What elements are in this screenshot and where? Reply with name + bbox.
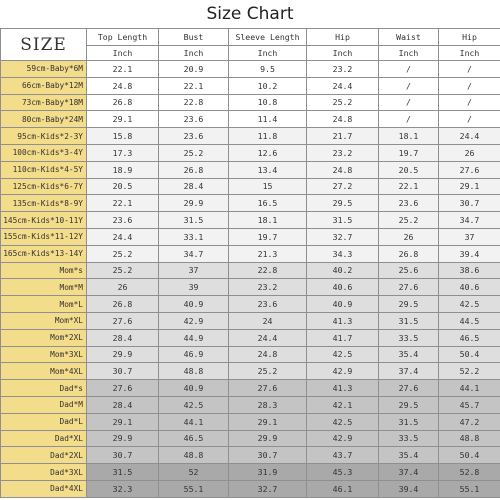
measurement-cell: 11.4 (229, 111, 307, 128)
measurement-cell: 25.2 (159, 144, 229, 161)
measurement-cell: / (439, 77, 500, 94)
measurement-cell: 37 (159, 262, 229, 279)
measurement-cell: 41.3 (307, 312, 379, 329)
measurement-cell: 52.2 (439, 363, 500, 380)
measurement-cell: 29.5 (379, 396, 439, 413)
table-row (1, 413, 500, 430)
measurement-cell: 23.2 (307, 61, 379, 78)
measurement-cell: 44.9 (159, 329, 229, 346)
measurement-cell: 22.1 (87, 61, 159, 78)
measurement-cell: 31.5 (307, 212, 379, 229)
measurement-cell: 26.8 (87, 296, 159, 313)
table-row (1, 380, 500, 397)
measurement-cell: 29.5 (379, 296, 439, 313)
measurement-cell: 25.2 (379, 212, 439, 229)
measurement-cell: 31.9 (229, 464, 307, 481)
table-row (1, 144, 500, 161)
column-header-hip: Hip (307, 29, 379, 46)
measurement-cell: 42.5 (307, 413, 379, 430)
measurement-cell: 30.7 (229, 447, 307, 464)
measurement-cell: 20.5 (379, 161, 439, 178)
measurement-cell: 40.9 (307, 296, 379, 313)
measurement-cell: 29.5 (307, 195, 379, 212)
measurement-cell: 52.8 (439, 464, 500, 481)
measurement-cell: 29.1 (229, 413, 307, 430)
measurement-cell: 44.5 (439, 312, 500, 329)
measurement-cell: 24.4 (87, 228, 159, 245)
unit-label: Inch (159, 46, 229, 61)
measurement-cell: 20.5 (87, 178, 159, 195)
table-row (1, 464, 500, 481)
measurement-cell: 31.5 (379, 312, 439, 329)
size-label: 66cm-Baby*12M (1, 77, 87, 94)
measurement-cell: 26.8 (379, 245, 439, 262)
table-row (1, 396, 500, 413)
column-header-top-length: Top Length (87, 29, 159, 46)
measurement-cell: 23.2 (229, 279, 307, 296)
measurement-cell: 48.8 (439, 430, 500, 447)
measurement-cell: 46.5 (159, 430, 229, 447)
measurement-cell: 44.1 (439, 380, 500, 397)
measurement-cell: 40.6 (307, 279, 379, 296)
table-row (1, 111, 500, 128)
measurement-cell: 20.9 (159, 61, 229, 78)
unit-label: Inch (307, 46, 379, 61)
measurement-cell: 22.1 (159, 77, 229, 94)
measurement-cell: 24.8 (87, 77, 159, 94)
measurement-cell: 18.1 (229, 212, 307, 229)
measurement-cell: 30.7 (87, 447, 159, 464)
measurement-cell: 32.3 (87, 480, 159, 497)
measurement-cell: 31.5 (379, 413, 439, 430)
measurement-cell: 25.2 (87, 245, 159, 262)
size-label: Mom*2XL (1, 329, 87, 346)
measurement-cell: 41.3 (307, 380, 379, 397)
measurement-cell: 13.4 (229, 161, 307, 178)
measurement-cell: 30.7 (87, 363, 159, 380)
size-label: Mom*4XL (1, 363, 87, 380)
size-label: Mom*3XL (1, 346, 87, 363)
measurement-cell: 24.4 (439, 128, 500, 145)
measurement-cell: 24 (229, 312, 307, 329)
measurement-cell: 26 (379, 228, 439, 245)
size-label: Dad*s (1, 380, 87, 397)
measurement-cell: 29.1 (87, 413, 159, 430)
measurement-cell: 27.6 (439, 161, 500, 178)
measurement-cell: 42.5 (439, 296, 500, 313)
column-header-hip-2: Hip (439, 29, 500, 46)
measurement-cell: 27.6 (379, 279, 439, 296)
measurement-cell: 27.6 (229, 380, 307, 397)
measurement-cell: / (379, 94, 439, 111)
measurement-cell: 28.3 (229, 396, 307, 413)
size-label: Dad*XL (1, 430, 87, 447)
unit-label: Inch (439, 46, 500, 61)
measurement-cell: 22.1 (379, 178, 439, 195)
measurement-cell: 35.4 (379, 447, 439, 464)
measurement-cell: 26.8 (159, 161, 229, 178)
measurement-cell: 45.3 (307, 464, 379, 481)
measurement-cell: 23.6 (159, 128, 229, 145)
measurement-cell: 32.7 (307, 228, 379, 245)
measurement-cell: 48.8 (159, 363, 229, 380)
measurement-cell: 21.3 (229, 245, 307, 262)
size-label: 59cm-Baby*6M (1, 61, 87, 78)
measurement-cell: / (379, 61, 439, 78)
measurement-cell: 23.6 (87, 212, 159, 229)
measurement-cell: 42.9 (159, 312, 229, 329)
measurement-cell: / (439, 111, 500, 128)
measurement-cell: 42.1 (307, 396, 379, 413)
measurement-cell: 45.7 (439, 396, 500, 413)
measurement-cell: 18.1 (379, 128, 439, 145)
unit-label: Inch (87, 46, 159, 61)
measurement-cell: 15 (229, 178, 307, 195)
table-row (1, 212, 500, 229)
unit-label: Inch (229, 46, 307, 61)
measurement-cell: 27.2 (307, 178, 379, 195)
measurement-cell: 24.8 (229, 346, 307, 363)
measurement-cell: / (379, 111, 439, 128)
measurement-cell: 33.1 (159, 228, 229, 245)
measurement-cell: / (439, 94, 500, 111)
measurement-cell: 40.9 (159, 380, 229, 397)
measurement-cell: 55.1 (439, 480, 500, 497)
size-header: SIZE (1, 29, 87, 61)
measurement-cell: 28.4 (87, 329, 159, 346)
table-row (1, 228, 500, 245)
size-label: 135cm-Kids*8-9Y (1, 195, 87, 212)
measurement-cell: 22.1 (87, 195, 159, 212)
size-label: 110cm-Kids*4-5Y (1, 161, 87, 178)
size-label: 145cm-Kids*10-11Y (1, 212, 87, 229)
measurement-cell: 27.6 (87, 380, 159, 397)
table-row (1, 161, 500, 178)
measurement-cell: 39.4 (379, 480, 439, 497)
measurement-cell: 34.7 (439, 212, 500, 229)
measurement-cell: 44.1 (159, 413, 229, 430)
measurement-cell: 33.5 (379, 430, 439, 447)
size-label: Dad*3XL (1, 464, 87, 481)
table-row (1, 329, 500, 346)
measurement-cell: 30.7 (439, 195, 500, 212)
measurement-cell: 52 (159, 464, 229, 481)
measurement-cell: 37 (439, 228, 500, 245)
size-label: Mom*L (1, 296, 87, 313)
measurement-cell: 34.3 (307, 245, 379, 262)
measurement-cell: 43.7 (307, 447, 379, 464)
measurement-cell: 25.2 (87, 262, 159, 279)
measurement-cell: 24.4 (307, 77, 379, 94)
measurement-cell: 31.5 (87, 464, 159, 481)
measurement-cell: 50.4 (439, 447, 500, 464)
measurement-cell: 17.3 (87, 144, 159, 161)
size-label: 80cm-Baby*24M (1, 111, 87, 128)
measurement-cell: 11.8 (229, 128, 307, 145)
measurement-cell: 35.4 (379, 346, 439, 363)
measurement-cell: 22.8 (159, 94, 229, 111)
measurement-cell: 29.1 (87, 111, 159, 128)
table-row (1, 279, 500, 296)
measurement-cell: 10.8 (229, 94, 307, 111)
measurement-cell: 42.9 (307, 430, 379, 447)
measurement-cell: / (379, 77, 439, 94)
table-row (1, 346, 500, 363)
unit-label: Inch (379, 46, 439, 61)
measurement-cell: 29.9 (229, 430, 307, 447)
measurement-cell: 37.4 (379, 363, 439, 380)
measurement-cell: 32.7 (229, 480, 307, 497)
measurement-cell: 24.8 (307, 161, 379, 178)
size-label: Mom*s (1, 262, 87, 279)
measurement-cell: 27.6 (87, 312, 159, 329)
measurement-cell: 55.1 (159, 480, 229, 497)
table-row (1, 61, 500, 78)
measurement-cell: 29.1 (439, 178, 500, 195)
measurement-cell: 26 (87, 279, 159, 296)
table-row (1, 128, 500, 145)
size-label: 165cm-Kids*13-14Y (1, 245, 87, 262)
measurement-cell: 42.9 (307, 363, 379, 380)
measurement-cell: 46.9 (159, 346, 229, 363)
size-label: 155cm-Kids*11-12Y (1, 228, 87, 245)
measurement-cell: 40.2 (307, 262, 379, 279)
size-label: Mom*M (1, 279, 87, 296)
measurement-cell: 46.5 (439, 329, 500, 346)
measurement-cell: 26 (439, 144, 500, 161)
measurement-cell: 12.6 (229, 144, 307, 161)
measurement-cell: 22.8 (229, 262, 307, 279)
table-row (1, 262, 500, 279)
measurement-cell: 19.7 (379, 144, 439, 161)
measurement-cell: 10.2 (229, 77, 307, 94)
measurement-cell: 15.8 (87, 128, 159, 145)
measurement-cell: 18.9 (87, 161, 159, 178)
measurement-cell: 28.4 (87, 396, 159, 413)
measurement-cell: 46.1 (307, 480, 379, 497)
measurement-cell: 19.7 (229, 228, 307, 245)
measurement-cell: 23.6 (159, 111, 229, 128)
column-header-waist: Waist (379, 29, 439, 46)
measurement-cell: 24.8 (307, 111, 379, 128)
measurement-cell: 23.6 (229, 296, 307, 313)
measurement-cell: 40.9 (159, 296, 229, 313)
measurement-cell: 9.5 (229, 61, 307, 78)
measurement-cell: 26.8 (87, 94, 159, 111)
measurement-cell: 48.8 (159, 447, 229, 464)
measurement-cell: 28.4 (159, 178, 229, 195)
measurement-cell: 29.9 (87, 346, 159, 363)
measurement-cell: 37.4 (379, 464, 439, 481)
measurement-cell: 23.2 (307, 144, 379, 161)
size-rows (1, 61, 500, 498)
measurement-cell: 31.5 (159, 212, 229, 229)
measurement-cell: 23.6 (379, 195, 439, 212)
measurement-cell: 33.5 (379, 329, 439, 346)
measurement-cell: 29.9 (87, 430, 159, 447)
measurement-cell: 25.6 (379, 262, 439, 279)
measurement-cell: 34.7 (159, 245, 229, 262)
size-label: Dad*M (1, 396, 87, 413)
column-header-bust: Bust (159, 29, 229, 46)
measurement-cell: 25.2 (229, 363, 307, 380)
measurement-cell: 42.5 (159, 396, 229, 413)
measurement-cell: 29.9 (159, 195, 229, 212)
table-row (1, 480, 500, 497)
size-chart-table (0, 28, 500, 498)
table-row (1, 195, 500, 212)
chart-title: Size Chart (206, 4, 294, 24)
measurement-cell: 16.5 (229, 195, 307, 212)
measurement-cell: 41.7 (307, 329, 379, 346)
table-row (1, 77, 500, 94)
column-header-sleeve-length: Sleeve Length (229, 29, 307, 46)
size-label: 95cm-Kids*2-3Y (1, 128, 87, 145)
table-row (1, 363, 500, 380)
measurement-cell: 24.4 (229, 329, 307, 346)
size-label: Mom*XL (1, 312, 87, 329)
measurement-cell: 40.6 (439, 279, 500, 296)
measurement-cell: 39 (159, 279, 229, 296)
size-label: Dad*L (1, 413, 87, 430)
size-label: Dad*4XL (1, 480, 87, 497)
size-label: 100cm-Kids*3-4Y (1, 144, 87, 161)
measurement-cell: 47.2 (439, 413, 500, 430)
size-label: Dad*2XL (1, 447, 87, 464)
table-row (1, 430, 500, 447)
measurement-cell: 50.4 (439, 346, 500, 363)
size-label: 73cm-Baby*18M (1, 94, 87, 111)
table-row (1, 296, 500, 313)
measurement-cell: 39.4 (439, 245, 500, 262)
measurement-cell: / (439, 61, 500, 78)
table-row (1, 94, 500, 111)
table-row (1, 178, 500, 195)
table-row (1, 245, 500, 262)
measurement-cell: 42.5 (307, 346, 379, 363)
measurement-cell: 27.6 (379, 380, 439, 397)
measurement-cell: 25.2 (307, 94, 379, 111)
size-label: 125cm-Kids*6-7Y (1, 178, 87, 195)
table-row (1, 312, 500, 329)
measurement-cell: 21.7 (307, 128, 379, 145)
measurement-cell: 38.6 (439, 262, 500, 279)
table-row (1, 447, 500, 464)
